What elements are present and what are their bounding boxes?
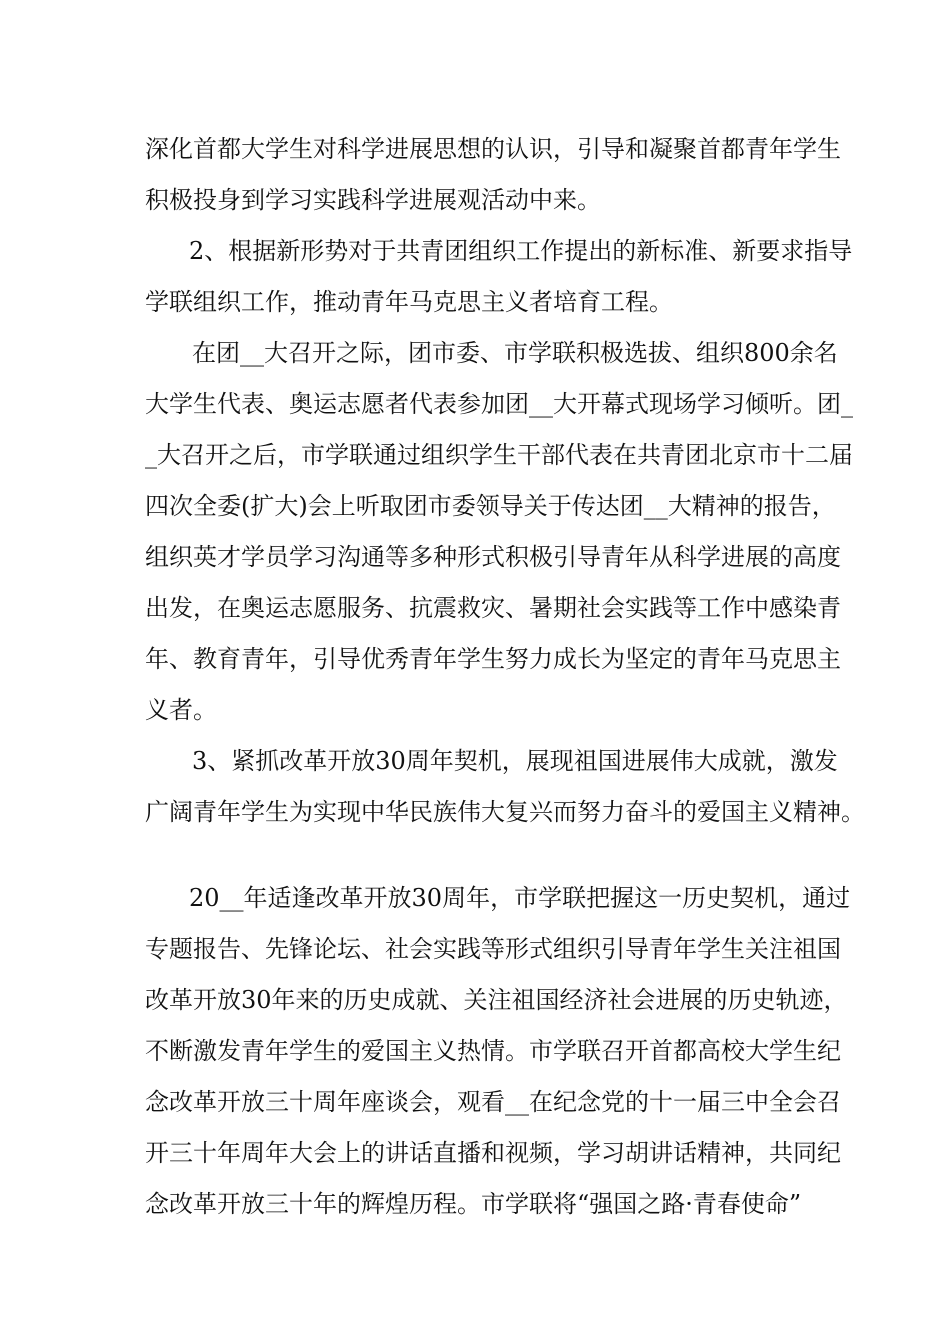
paragraph-2-line-1: 2、根据新形势对于共青团组织工作提出的新标准、新要求指导 xyxy=(189,237,853,265)
paragraph-3-line-7: 年、教育青年，引导优秀青年学生努力成长为坚定的青年马克思主 xyxy=(145,645,841,673)
paragraph-3-line-6: 出发，在奥运志愿服务、抗震救灾、暑期社会实践等工作中感染青 xyxy=(145,594,841,622)
paragraph-1-line-2: 积极投身到学习实践科学进展观活动中来。 xyxy=(145,186,601,214)
paragraph-4-line-1: 3、紧抓改革开放30周年契机，展现祖国进展伟大成就，激发 xyxy=(192,747,838,775)
paragraph-5-line-7: 念改革开放三十年的辉煌历程。市学联将“强国之路·青春使命” xyxy=(145,1190,802,1218)
paragraph-3-line-1: 在团__大召开之际，团市委、市学联积极选拔、组织800余名 xyxy=(192,339,838,367)
paragraph-3-line-8: 义者。 xyxy=(145,696,217,724)
paragraph-2-line-2: 学联组织工作，推动青年马克思主义者培育工程。 xyxy=(145,288,673,316)
paragraph-4-line-2: 广阔青年学生为实现中华民族伟大复兴而努力奋斗的爱国主义精神。 xyxy=(145,798,865,826)
paragraph-5-line-3: 改革开放30年来的历史成就、关注祖国经济社会进展的历史轨迹， xyxy=(145,986,848,1014)
paragraph-3-line-3: _大召开之后，市学联通过组织学生干部代表在共青团北京市十二届 xyxy=(145,441,853,469)
paragraph-1-line-1: 深化首都大学生对科学进展思想的认识，引导和凝聚首都青年学生 xyxy=(145,135,841,163)
paragraph-3-line-2: 大学生代表、奥运志愿者代表参加团__大开幕式现场学习倾听。团_ xyxy=(145,390,853,418)
paragraph-3-line-4: 四次全委(扩大)会上听取团市委领导关于传达团__大精神的报告， xyxy=(145,492,836,520)
paragraph-3-line-5: 组织英才学员学习沟通等多种形式积极引导青年从科学进展的高度 xyxy=(145,543,841,571)
paragraph-5-line-6: 开三十年周年大会上的讲话直播和视频，学习胡讲话精神，共同纪 xyxy=(145,1139,841,1167)
paragraph-5-line-2: 专题报告、先锋论坛、社会实践等形式组织引导青年学生关注祖国 xyxy=(145,935,841,963)
paragraph-5-line-5: 念改革开放三十周年座谈会，观看__在纪念党的十一届三中全会召 xyxy=(145,1088,841,1116)
paragraph-5-line-1: 20__年适逢改革开放30周年，市学联把握这一历史契机，通过 xyxy=(189,884,851,912)
paragraph-5-line-4: 不断激发青年学生的爱国主义热情。市学联召开首都高校大学生纪 xyxy=(145,1037,841,1065)
